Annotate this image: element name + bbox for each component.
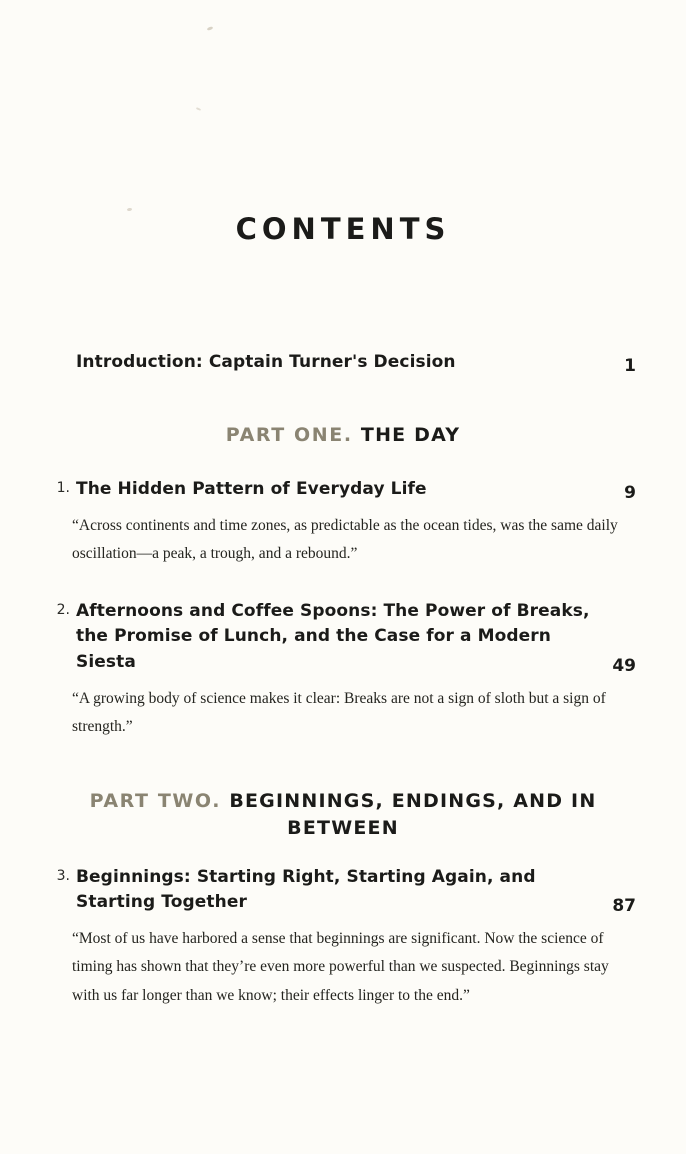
- part-heading-two: [50, 788, 636, 843]
- toc-entry-chapter-2: [50, 599, 636, 676]
- part-name: THE DAY: [360, 423, 461, 446]
- part-label: PART ONE.: [225, 423, 361, 446]
- chapter-quote: “A growing body of science makes it clear: Breaks are not a sign of sloth but a sign of strength.”: [72, 690, 606, 736]
- entry-title: Beginnings: Starting Right, Starting Again, and Starting Together: [76, 866, 536, 913]
- entry-title: The Hidden Pattern of Everyday Life: [76, 479, 427, 500]
- part-name: BEGINNINGS, ENDINGS, AND IN BETWEEN: [229, 789, 597, 840]
- entry-page-number: 9: [624, 483, 636, 504]
- entry-page-number: 49: [612, 656, 636, 677]
- part-heading-one: [50, 422, 636, 450]
- entry-title: Afternoons and Coffee Spoons: The Power of Breaks, the Promise of Lunch, and the Case for a Modern Siesta: [76, 600, 590, 673]
- toc-entry-chapter-1: [50, 477, 636, 503]
- toc-entry-chapter-3: [50, 865, 636, 917]
- entry-number: 3.: [56, 867, 70, 884]
- toc-entry-introduction: [50, 350, 636, 376]
- table-of-contents: [50, 350, 636, 1010]
- page-title: CONTENTS: [235, 212, 451, 246]
- paper-speck-icon: [196, 107, 201, 111]
- paper-speck-icon: [207, 26, 214, 31]
- entry-page-number: 1: [624, 355, 636, 376]
- paper-speck-icon: [127, 208, 132, 212]
- entry-title: Introduction: Captain Turner's Decision: [76, 352, 456, 372]
- entry-page-number: 87: [612, 896, 636, 917]
- chapter-quote: “Across continents and time zones, as predictable as the ocean tides, was the same daily oscillation—a peak, a trough, and a rebound.”: [72, 517, 618, 563]
- entry-number: 2.: [56, 601, 70, 618]
- part-label: PART TWO.: [89, 789, 230, 812]
- entry-number: 1.: [56, 480, 70, 497]
- chapter-quote: “Most of us have harbored a sense that beginnings are significant. Now the science of timing has shown that they’re even more powerful than we suspected. Beginnings stay with us far longer than we know; their effects linger to the end.”: [72, 930, 609, 1004]
